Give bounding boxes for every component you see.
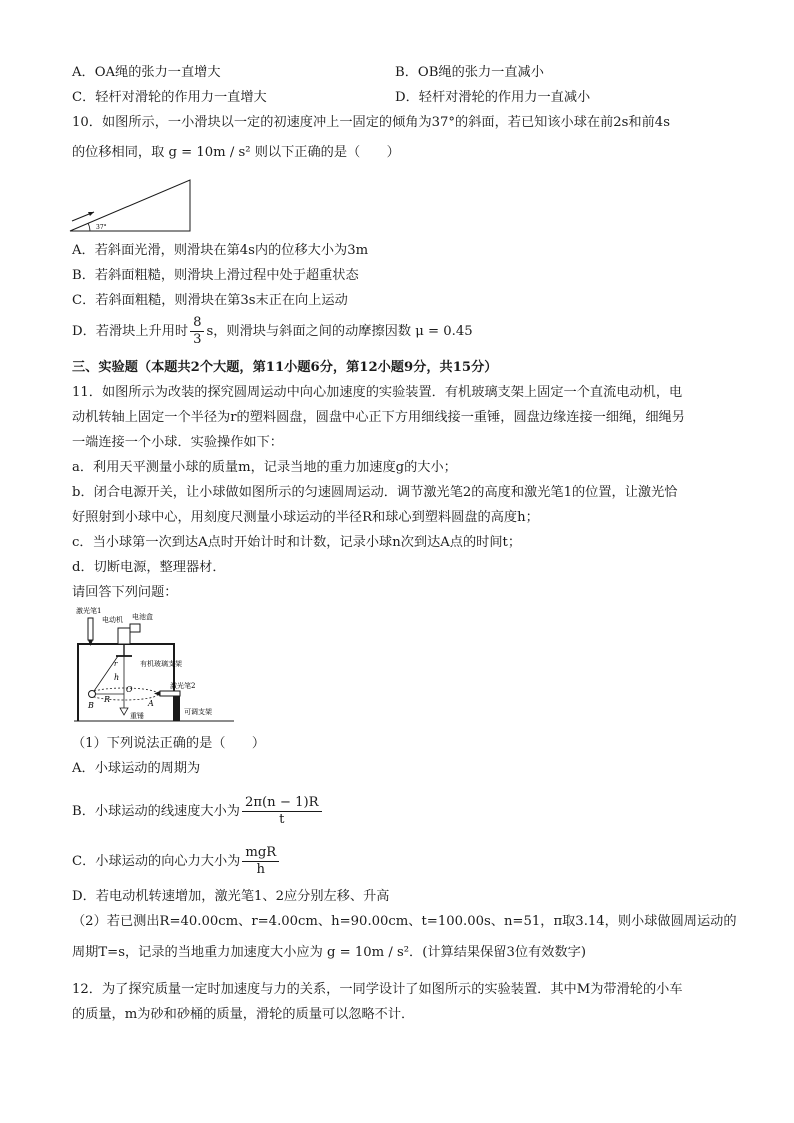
apparatus-figure — [74, 604, 234, 726]
q11-step-c: c．当小球第一次到达A点时开始计时和计数，记录小球n次到达A点的时间t； — [72, 535, 522, 550]
r-label: r — [114, 660, 118, 668]
section-title: 三、实验题（本题共2个大题，第11小题6分，第12小题9分，共15分） — [72, 360, 498, 375]
incline-figure — [68, 176, 198, 236]
fraction-numerator: 2π(n − 1)R — [242, 796, 322, 812]
q11-step-d: d．切断电源，整理器材． — [72, 560, 226, 575]
q11-option-b-prefix: B．小球运动的线速度大小为 — [72, 804, 240, 819]
q11-stem-line3: 一端连接一个小球．实验操作如下： — [72, 435, 283, 450]
fraction-denominator: 3 — [193, 332, 202, 347]
stand-label: 可调支架 — [184, 708, 212, 716]
O-label: O — [126, 685, 133, 694]
q11-part1-option-a: A．小球运动的周期为 — [72, 761, 201, 776]
q9-option-d: D．轻杆对滑轮的作用力一直减小 — [395, 90, 591, 105]
q11-part1-option-c — [72, 842, 281, 882]
q10-option-d-suffix: s，则滑块与斜面之间的动摩擦因数 μ = 0.45 — [206, 324, 473, 339]
h-label: h — [114, 673, 120, 682]
q11-stem-line2: 动机转轴上固定一个半径为r的塑料圆盘，圆盘中心正下方用细线接一重锤，圆盘边缘连接一细绳，细绳另 — [72, 410, 685, 425]
q11-part1-option-b — [72, 792, 324, 832]
q12-stem-line1: 12．为了探究质量一定时加速度与力的关系，一同学设计了如图所示的实验装置．其中M为带滑轮的小车 — [72, 982, 683, 997]
A-label: A — [148, 699, 154, 708]
q11-option-c-prefix: C．小球运动的向心力大小为 — [72, 854, 241, 869]
battery-label: 电池盒 — [132, 613, 153, 621]
fraction-numerator: 8 — [190, 316, 204, 332]
fraction-numerator: mgR — [242, 846, 279, 862]
q10-option-b: B．若斜面粗糙，则滑块上滑过程中处于超重状态 — [72, 268, 359, 283]
R-label: R — [104, 695, 111, 704]
q11-step-a: a．利用天平测量小球的质量m，记录当地的重力加速度g的大小； — [72, 460, 457, 475]
q10-option-a: A．若斜面光滑，则滑块在第4s内的位移大小为3m — [72, 243, 369, 258]
motor — [118, 628, 130, 644]
q11-option-c-fraction — [242, 846, 279, 877]
battery-box — [130, 624, 140, 632]
laser-pen-1 — [88, 618, 93, 640]
laser1-label: 激光笔1 — [76, 607, 102, 615]
q10-option-d-prefix: D．若滑块上升用时 — [72, 324, 189, 339]
q11-prompt: 请回答下列问题： — [72, 585, 178, 600]
q10-stem-line1: 10．如图所示，一小滑块以一定的初速度冲上一固定的倾角为37°的斜面，若已知该小球在前2s和前4s — [72, 115, 670, 130]
adjustable-stand — [175, 696, 180, 721]
q11-part1-option-d: D．若电动机转速增加，激光笔1、2应分别左移、升高 — [72, 889, 390, 904]
q11-part2-line1: （2）若已测出R=40.00cm、r=4.00cm、h=90.00cm、t=100.00s、n=51，π取3.14，则小球做圆周运动的 — [72, 914, 737, 929]
q11-stem-line1: 11．如图所示为改装的探究圆周运动中向心加速度的实验装置．有机玻璃支架上固定一个直流电动机，电 — [72, 385, 683, 400]
plumb-weight — [120, 708, 128, 715]
q11-option-b-fraction — [242, 796, 322, 827]
ball — [89, 691, 96, 698]
q9-option-a: A．OA绳的张力一直增大 — [72, 65, 221, 80]
fraction-denominator: h — [256, 862, 266, 877]
q11-part2-line2: 周期T=s，记录的当地重力加速度大小应为 g = 10m / s²．(计算结果保留3位有效数字) — [72, 945, 586, 960]
laser-pen-2 — [160, 691, 180, 696]
q10-stem-line2: 的位移相同，取 g = 10m / s² 则以下正确的是（ ） — [72, 145, 400, 160]
weight-label: 重锤 — [130, 712, 144, 720]
q12-stem-line2: 的质量，m为砂和砂桶的质量，滑轮的质量可以忽略不计． — [72, 1007, 415, 1022]
q11-step-b-line1: b．闭合电源开关，让小球做如图所示的匀速圆周运动．调节激光笔2的高度和激光笔1的位置，让激光恰 — [72, 485, 678, 500]
q9-option-c: C．轻杆对滑轮的作用力一直增大 — [72, 90, 267, 105]
q11-step-b-line2: 好照射到小球中心，用刻度尺测量小球运动的半径R和球心到塑料圆盘的高度h； — [72, 510, 539, 525]
angle-label: 37° — [96, 224, 107, 231]
q9-option-b: B．OB绳的张力一直减小 — [395, 65, 544, 80]
q10-fraction — [190, 316, 204, 347]
motor-label: 电动机 — [102, 616, 123, 624]
frame-label: 有机玻璃支架 — [140, 660, 182, 668]
q10-option-d — [72, 316, 473, 348]
fraction-denominator: t — [279, 812, 285, 827]
q10-option-c: C．若斜面粗糙，则滑块在第3s末正在向上运动 — [72, 293, 348, 308]
q11-part1-stem: （1）下列说法正确的是（ ） — [72, 736, 266, 751]
laser2-label: 激光笔2 — [170, 682, 196, 690]
B-label: B — [88, 701, 94, 710]
